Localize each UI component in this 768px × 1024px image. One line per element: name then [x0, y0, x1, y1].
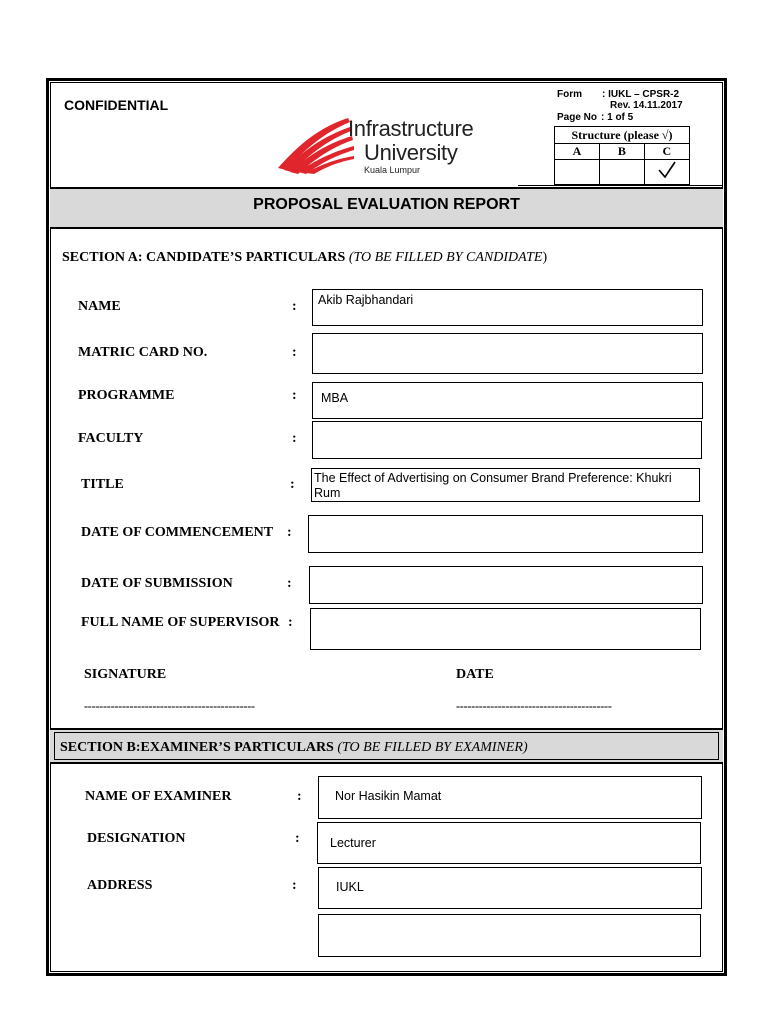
structure-check-a[interactable] — [555, 160, 600, 185]
section-b-heading — [60, 740, 528, 756]
page-no-label: Page No — [557, 112, 598, 123]
commencement-field[interactable] — [308, 515, 703, 553]
supervisor-field[interactable] — [310, 608, 701, 650]
section-a-heading — [62, 250, 547, 266]
university-logo — [276, 112, 501, 178]
address-field[interactable]: IUKL — [318, 867, 702, 909]
section-a-heading-close: ) — [542, 250, 548, 265]
title-label: TITLE — [81, 477, 124, 492]
address-colon: : — [292, 878, 297, 893]
supervisor-colon: : — [288, 615, 293, 630]
structure-check-b[interactable] — [599, 160, 644, 185]
logo-text-line3: Kuala Lumpur — [364, 165, 421, 175]
address-label: ADDRESS — [87, 878, 153, 893]
faculty-colon: : — [292, 431, 297, 446]
programme-field[interactable]: MBA — [312, 382, 703, 419]
submission-colon: : — [287, 576, 292, 591]
matric-field[interactable] — [312, 333, 703, 374]
logo-text-line2: University — [364, 140, 458, 165]
structure-title: Structure (please √) — [555, 127, 690, 144]
date-line[interactable]: ----------------------------------------- — [456, 699, 612, 713]
title-colon: : — [290, 477, 295, 492]
name-field[interactable]: Akib Rajbhandari — [312, 289, 703, 326]
section-b-heading-italic: (TO BE FILLED BY EXAMINER) — [333, 740, 528, 755]
page-no-value: : 1 of 5 — [601, 112, 634, 123]
structure-col-b: B — [599, 144, 644, 160]
submission-field[interactable] — [309, 566, 703, 604]
supervisor-label: FULL NAME OF SUPERVISOR — [81, 615, 280, 630]
signature-label: SIGNATURE — [84, 667, 167, 682]
name-colon: : — [292, 299, 297, 314]
checkmark-icon — [657, 161, 677, 179]
matric-label: MATRIC CARD NO. — [78, 345, 208, 360]
faculty-field[interactable] — [312, 421, 702, 459]
examiner-colon: : — [297, 789, 302, 804]
designation-label: DESIGNATION — [87, 831, 186, 846]
designation-colon: : — [295, 831, 300, 846]
section-a-heading-italic: (TO BE FILLED BY CANDIDATE — [345, 250, 543, 265]
section-b-heading-bold: SECTION B:EXAMINER’S PARTICULARS — [60, 740, 334, 755]
section-a-heading-bold: SECTION A: CANDIDATE’S PARTICULARS — [62, 250, 346, 265]
name-label: NAME — [78, 299, 121, 314]
commencement-label: DATE OF COMMENCEMENT — [81, 525, 274, 540]
examiner-field[interactable]: Nor Hasikin Mamat — [318, 776, 702, 819]
programme-label: PROGRAMME — [78, 388, 175, 403]
form-revision: Rev. 14.11.2017 — [610, 100, 683, 111]
title-field[interactable]: The Effect of Advertising on Consumer Brand Preference: Khukri Rum — [311, 468, 700, 502]
structure-col-a: A — [555, 144, 600, 160]
address-field-line2[interactable] — [318, 914, 701, 957]
structure-check-c[interactable] — [644, 160, 689, 185]
faculty-label: FACULTY — [78, 431, 144, 446]
form-code-value: : IUKL – CPSR-2 — [602, 89, 680, 100]
structure-table — [554, 126, 690, 185]
commencement-colon: : — [287, 525, 292, 540]
submission-label: DATE OF SUBMISSION — [81, 576, 233, 591]
structure-col-c: C — [644, 144, 689, 160]
matric-colon: : — [292, 345, 297, 360]
page-title: PROPOSAL EVALUATION REPORT — [253, 196, 520, 213]
confidential-label: CONFIDENTIAL — [64, 97, 169, 113]
logo-text-line1: Infrastructure — [348, 116, 474, 141]
examiner-label: NAME OF EXAMINER — [85, 789, 232, 804]
date-label: DATE — [456, 667, 494, 682]
signature-line[interactable]: --------------------------------------------- — [84, 699, 255, 713]
programme-colon: : — [292, 388, 297, 403]
designation-field[interactable]: Lecturer — [317, 822, 701, 864]
logo-book-icon — [276, 112, 356, 174]
form-code-label: Form — [557, 89, 582, 100]
header-divider-right — [518, 185, 723, 186]
